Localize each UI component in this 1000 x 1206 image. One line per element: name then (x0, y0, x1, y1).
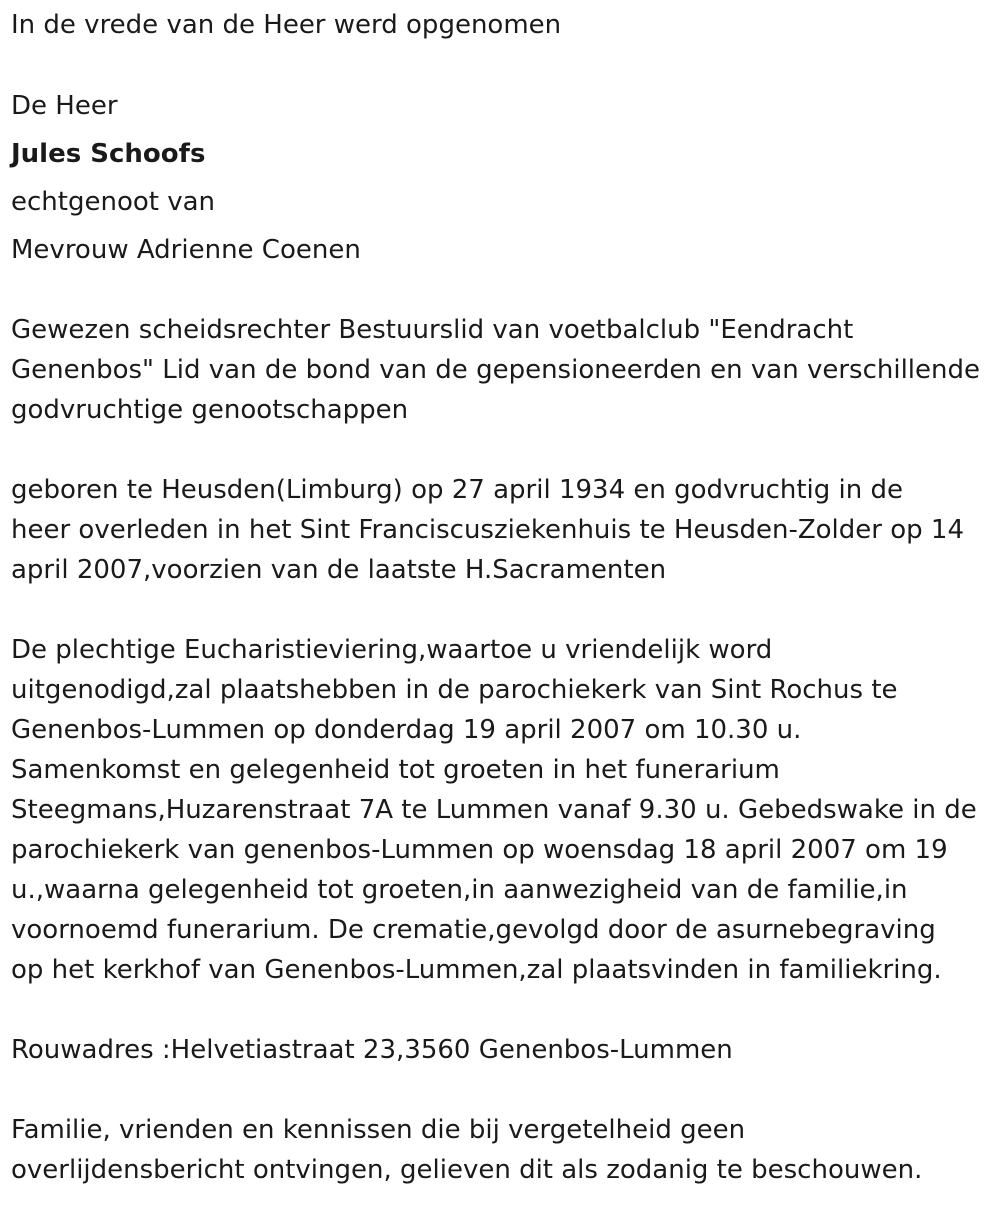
ceremony-line: u.,waarna gelegenheid tot groeten,in aanwezigheid van de familie,in (11, 875, 908, 905)
bio-line: godvruchtige genootschappen (11, 395, 409, 425)
closing-line: overlijdensbericht ontvingen, gelieven dit als zodanig te beschouwen. (11, 1155, 923, 1185)
ceremony-line: Genenbos-Lummen op donderdag 19 april 2007 om 10.30 u. (11, 715, 802, 745)
ceremony-paragraph (11, 630, 996, 990)
ceremony-line: Steegmans,Huzarenstraat 7A te Lummen vanaf 9.30 u. Gebedswake in de (11, 795, 977, 825)
relation-text: echtgenoot van (11, 187, 216, 217)
closing-paragraph (11, 1110, 996, 1190)
intro-text: In de vrede van de Heer werd opgenomen (11, 10, 562, 40)
bio-line: Genenbos" Lid van de bond van de gepensioneerden en van verschillende (11, 355, 981, 385)
ceremony-line: voornoemd funerarium. De crematie,gevolgd door de asurnebegraving (11, 915, 936, 945)
birth-death-line: heer overleden in het Sint Franciscusziekenhuis te Heusden-Zolder op 14 (11, 515, 964, 545)
ceremony-line: op het kerkhof van Genenbos-Lummen,zal plaatsvinden in familiekring. (11, 955, 942, 985)
closing-line: Familie, vrienden en kennissen die bij vergetelheid geen (11, 1115, 746, 1145)
birth-death-line: geboren te Heusden(Limburg) op 27 april 1934 en godvruchtig in de (11, 475, 904, 505)
title-prefix: De Heer (11, 91, 118, 121)
birth-death-line: april 2007,voorzien van de laatste H.Sacramenten (11, 555, 667, 585)
mourning-address: Rouwadres :Helvetiastraat 23,3560 Genenbos-Lummen (11, 1035, 733, 1065)
ceremony-line: De plechtige Eucharistieviering,waartoe u vriendelijk word (11, 635, 773, 665)
spouse-name: Mevrouw Adrienne Coenen (11, 235, 361, 265)
ceremony-line: Samenkomst en gelegenheid tot groeten in het funerarium (11, 755, 780, 785)
bio-line: Gewezen scheidsrechter Bestuurslid van voetbalclub "Eendracht (11, 315, 854, 345)
ceremony-line: parochiekerk van genenbos-Lummen op woensdag 18 april 2007 om 19 (11, 835, 948, 865)
bio-paragraph (11, 310, 996, 430)
deceased-name: Jules Schoofs (11, 139, 206, 169)
ceremony-line: uitgenodigd,zal plaatshebben in de parochiekerk van Sint Rochus te (11, 675, 898, 705)
birth-death-paragraph (11, 470, 996, 590)
